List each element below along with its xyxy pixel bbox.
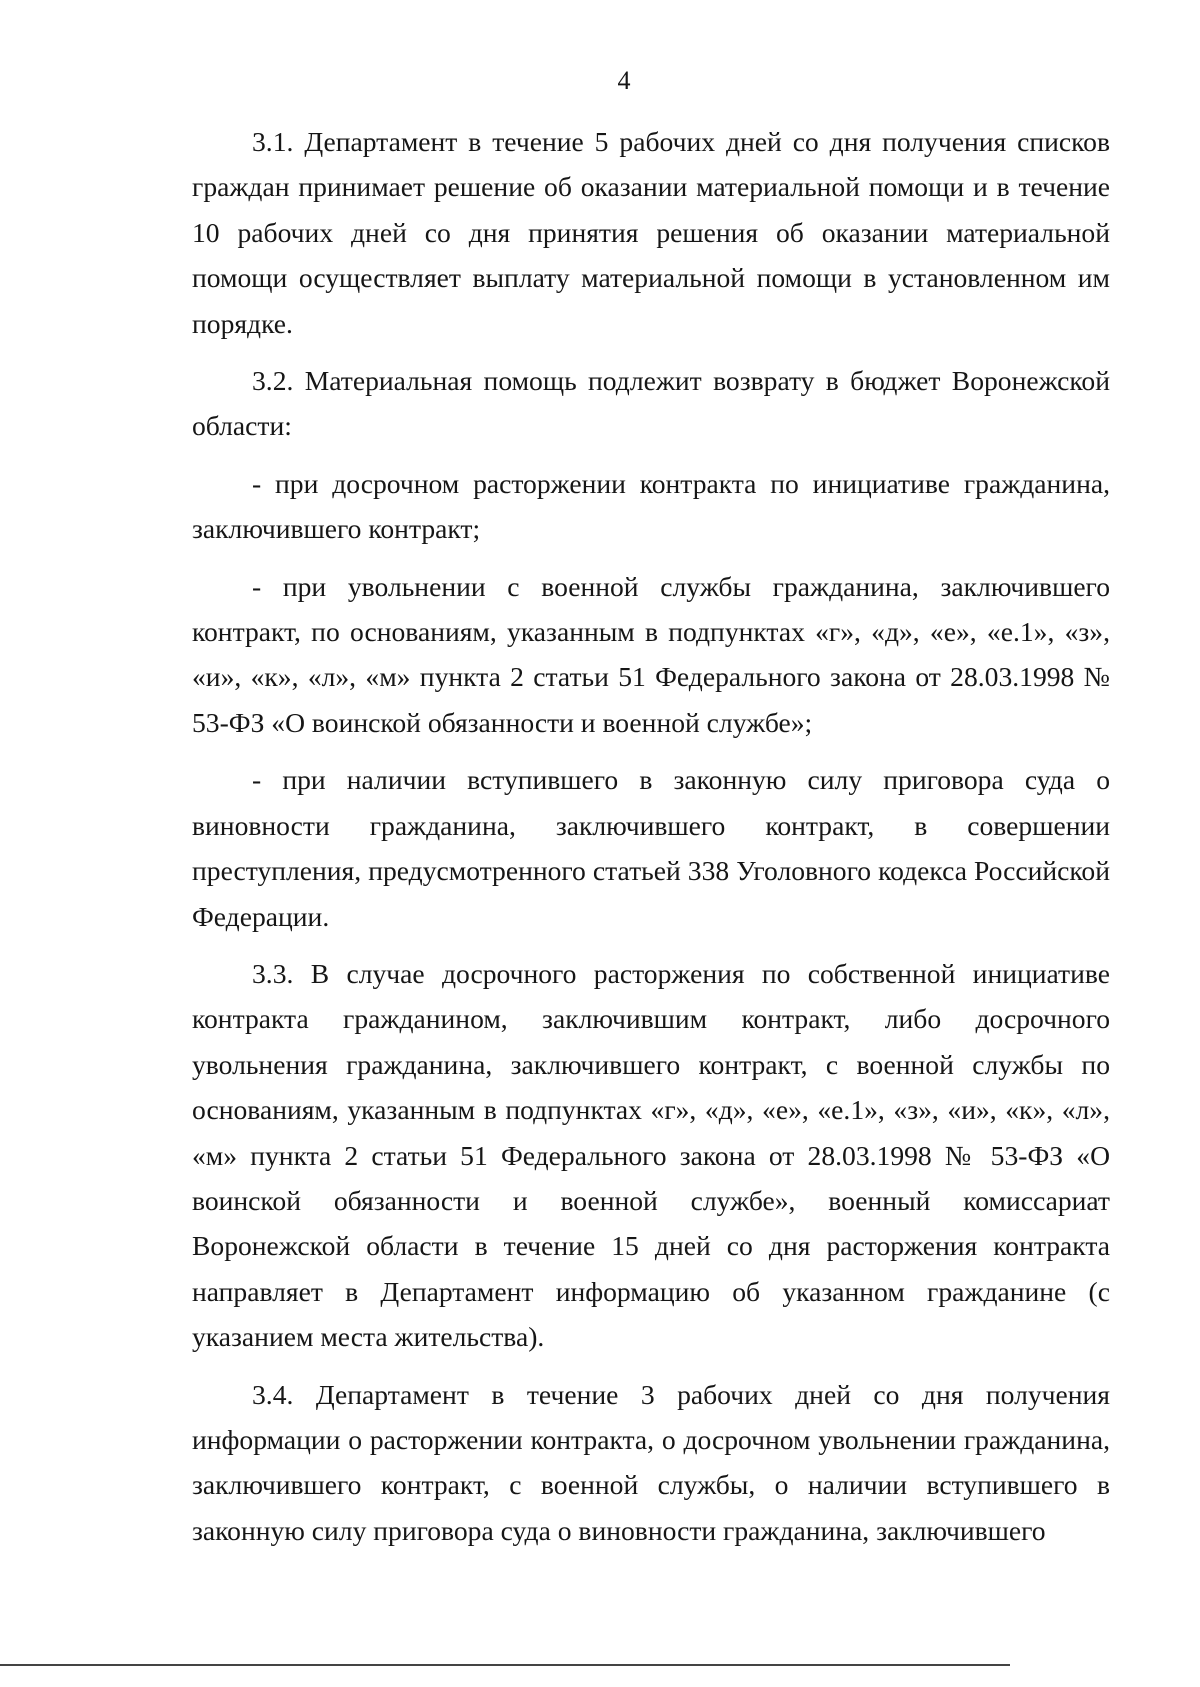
list-item-court-verdict: - при наличии вступившего в законную силу приговора суда о виновности гражданина, заключившего контракт, в совершении преступления, предусмотренного статьей 338 Уголовного кодекса Российской Федерации. — [192, 764, 1110, 932]
paragraph-3-2: 3.2. Материальная помощь подлежит возврату в бюджет Воронежской области: — [192, 365, 1110, 442]
list-item-dismissal: - при увольнении с военной службы гражданина, заключившего контракт, по основаниям, указанным в подпунктах «г», «д», «е», «е.1», «з», «и», «к», «л», «м» пункта 2 статьи 51 Федерального закона от 28.03.1998 № 53-ФЗ «О воинской обязанности и военной службе»; — [192, 570, 1110, 738]
paragraph-3-1: 3.1. Департамент в течение 5 рабочих дней со дня получения списков граждан принимает решение об оказании материальной помощи и в течение 10 рабочих дней со дня принятия решения об оказании материальной помощи осуществляет выплату материальной помощи в установленном им порядке. — [192, 126, 1110, 339]
paragraph-3-3: 3.3. В случае досрочного расторжения по собственной инициативе контракта гражданином, заключившим контракт, либо досрочного увольнения гражданина, заключившего контракт, с военной службы по основаниям, указанным в подпунктах «г», «д», «е», «е.1», «з», «и», «к», «л», «м» пункта 2 статьи 51 Федерального закона от 28.03.1998 № 53-ФЗ «О воинской обязанности и военной службе», военный комиссариат Воронежской области в течение 15 дней со дня расторжения контракта направляет в Департамент информацию об указанном гражданине (с указанием места жительства). — [192, 957, 1110, 1353]
bottom-rule — [0, 1664, 1010, 1666]
document-body — [192, 119, 1110, 1565]
list-item-early-termination: - при досрочном расторжении контракта по инициативе гражданина, заключившего контракт; — [192, 467, 1110, 545]
page-number: 4 — [617, 66, 631, 95]
paragraph-3-4: 3.4. Департамент в течение 3 рабочих дней со дня получения информации о расторжении контракта, о досрочном увольнении гражданина, заключившего контракт, с военной службы, о наличии вступившего в законную силу приговора суда о виновности гражданина, заключившего — [192, 1378, 1110, 1546]
